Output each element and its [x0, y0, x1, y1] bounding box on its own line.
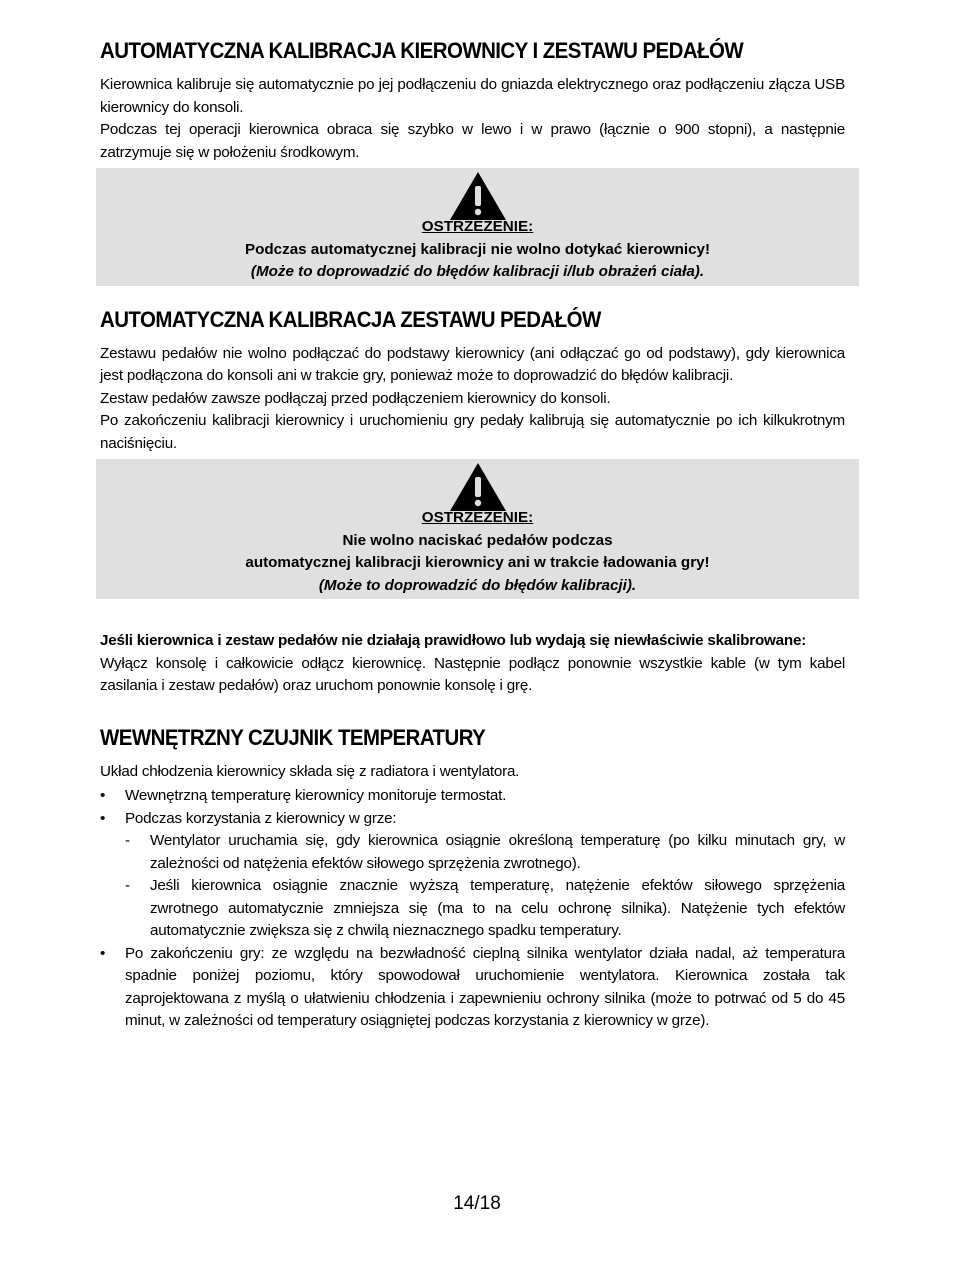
warning-line: Nie wolno naciskać pedałów podczas — [342, 531, 613, 549]
warning-triangle-icon — [448, 170, 508, 222]
warning-note: (Może to doprowadzić do błędów kalibracji). — [318, 576, 637, 594]
warning-triangle-icon — [448, 461, 508, 513]
section-title-temperature-sensor: WEWNĘTRZNY CZUJNIK TEMPERATURY — [100, 724, 486, 750]
paragraph: Po zakończeniu kalibracji kierownicy i uruchomieniu gry pedały kalibrują się automatycznie po ich kilkukrotnym naciśnięciu. — [100, 412, 845, 452]
troubleshooting-text: Wyłącz konsolę i całkowicie odłącz kierownicę. Następnie podłącz ponownie wszystkie kable (w tym kabel zasilania i zestaw pedałów) oraz uruchom ponownie konsolę i grę. — [100, 654, 845, 694]
section-title-pedal-calibration: AUTOMATYCZNA KALIBRACJA ZESTAWU PEDAŁÓW — [100, 306, 601, 332]
sub-list-item-text: Wentylator uruchamia się, gdy kierownica osiągnie określoną temperaturę (po kilku minutach gry, w zależności od natężenia efektów siłowego sprzężenia zwrotnego). — [150, 832, 845, 872]
bullet-marker: • — [100, 944, 106, 962]
warning-box — [96, 459, 859, 599]
bullet-marker: • — [100, 809, 106, 827]
sub-list-item — [125, 875, 845, 943]
list-item — [100, 785, 845, 808]
list-item-text: Podczas korzystania z kierownicy w grze: — [125, 809, 397, 827]
warning-title: OSTRZEŻENIE: — [421, 218, 534, 235]
paragraph: Układ chłodzenia kierownicy składa się z radiatora i wentylatora. — [100, 762, 520, 780]
warning-note: (Może to doprowadzić do błędów kalibracji i/lub obrażeń ciała). — [250, 263, 705, 280]
bullet-marker: • — [100, 787, 106, 804]
dash-marker: - — [125, 877, 130, 894]
paragraph: Zestawu pedałów nie wolno podłączać do podstawy kierownicy (ani odłączać go od podstawy), gdy kierownica jest podłączona do konsoli ani w trakcie gry, ponieważ może to doprowadzić do błędów kalibracji. — [100, 344, 845, 384]
list-item-text: Po zakończeniu gry: ze względu na bezwładność cieplną silnika wentylator działa nadal, aż temperatura spadnie poniżej poziomu, który spowodował uruchomienie wentylatora. Kierownica została tak zaprojektowana z myślą o ułatwieniu chłodzenia i zapewnieniu ochrony silnika (może to potrwać od 5 do 45 minut, w zależności od temperatury osiągniętej podczas korzystania z kierownicy w grze). — [125, 944, 845, 1029]
sub-list — [125, 830, 845, 943]
list-item — [100, 943, 845, 1033]
paragraph: Podczas tej operacji kierownica obraca się szybko w lewo i w prawo (łącznie o 900 stopni), a następnie zatrzymuje się w położeniu środkowym. — [100, 121, 845, 161]
sub-list-item-text: Jeśli kierownica osiągnie znacznie wyższą temperaturę, natężenie efektów siłowego sprzężenia zwrotnego automatycznie zmniejsza się (ma to na celu ochronę silnika). Natężenie tych efektów automatycznie zwiększa się z chwilą nieznacznego spadku temperatury. — [150, 877, 845, 939]
list-item-text: Wewnętrzną temperaturę kierownicy monitoruje termostat. — [125, 787, 507, 804]
warning-title: OSTRZEŻENIE: — [421, 509, 534, 526]
bullet-list — [100, 785, 845, 1033]
warning-line: automatycznej kalibracji kierownicy ani w trakcie ładowania gry! — [245, 554, 710, 571]
dash-marker: - — [125, 832, 130, 849]
list-item — [100, 808, 845, 943]
page-number: 14/18 — [453, 1193, 501, 1214]
page-content — [100, 38, 845, 1033]
warning-line: Podczas automatycznej kalibracji nie wolno dotykać kierownicy! — [244, 240, 711, 258]
paragraph: Kierownica kalibruje się automatycznie po jej podłączeniu do gniazda elektrycznego oraz podłączeniu złącza USB kierownicy do konsoli. — [100, 76, 845, 116]
troubleshooting-heading: Jeśli kierownica i zestaw pedałów nie działają prawidłowo lub wydają się niewłaściwie skalibrowane: — [100, 632, 807, 649]
paragraph: Zestaw pedałów zawsze podłączaj przed podłączeniem kierownicy do konsoli. — [100, 389, 611, 407]
sub-list-item — [125, 830, 845, 875]
section-title-wheel-pedal-calibration: AUTOMATYCZNA KALIBRACJA KIEROWNICY I ZESTAWU PEDAŁÓW — [100, 38, 744, 63]
warning-box — [96, 168, 859, 286]
